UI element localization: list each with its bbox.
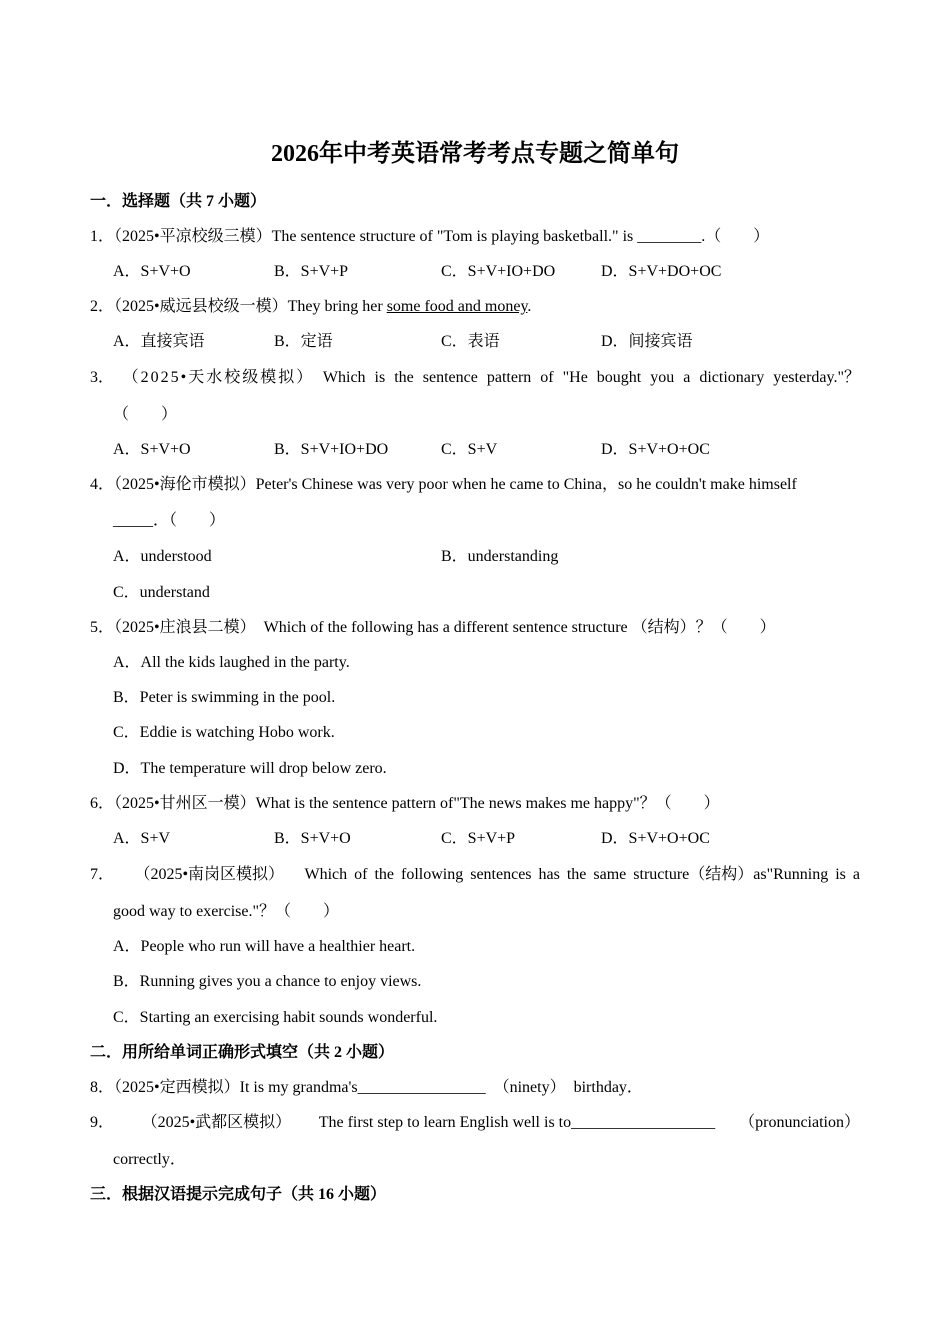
question-2 bbox=[90, 297, 531, 317]
question-9 bbox=[90, 1113, 860, 1133]
option-b: B．S+V+O bbox=[274, 830, 351, 847]
option-c: C．S+V bbox=[441, 441, 498, 458]
option-b: B．S+V+IO+DO bbox=[274, 441, 389, 458]
option-d: D．The temperature will drop below zero. bbox=[113, 760, 387, 777]
question-5 bbox=[90, 618, 776, 638]
option-b: B．S+V+P bbox=[274, 263, 349, 280]
question-text: It is my grandma's________________ （ninety） birthday． bbox=[239, 1079, 643, 1096]
question-source: （2025•定西模拟） bbox=[114, 1079, 240, 1096]
question-7 bbox=[90, 865, 860, 885]
question-source: （2025•海伦市模拟） bbox=[114, 476, 256, 493]
question-number: 4． bbox=[90, 476, 115, 493]
option-b: B．understanding bbox=[441, 548, 559, 565]
question-4 bbox=[90, 475, 797, 495]
question-source: （2025•平凉校级三模） bbox=[114, 228, 272, 245]
question-source: （2025•甘州区一模） bbox=[114, 795, 256, 812]
question-number: 6． bbox=[90, 795, 115, 812]
question-text: Which of the following sentences has the same structure（结构）as"Running is a bbox=[304, 866, 860, 883]
option-d: D．S+V+O+OC bbox=[601, 441, 710, 458]
question-text: They bring her bbox=[287, 298, 387, 315]
question-text: Peter's Chinese was very poor when he came to China，so he couldn't make himself bbox=[255, 476, 797, 493]
option-a: A．understood bbox=[113, 548, 212, 565]
page-title: 2026年中考英语常考考点专题之简单句 bbox=[271, 141, 679, 167]
question-9-continued: correctly． bbox=[113, 1151, 186, 1168]
option-a: A．S+V+O bbox=[113, 441, 191, 458]
option-a: A．S+V+O bbox=[113, 263, 191, 280]
section-heading-choice: 一．选择题（共 7 小题） bbox=[90, 193, 267, 210]
question-text-end: . bbox=[527, 298, 532, 315]
option-c: C．S+V+IO+DO bbox=[441, 263, 556, 280]
question-3 bbox=[90, 368, 860, 388]
question-7-continued: good way to exercise."？（ ） bbox=[113, 903, 340, 920]
option-a: A．S+V bbox=[113, 830, 171, 847]
underlined-phrase: some food and money bbox=[386, 298, 528, 315]
question-6 bbox=[90, 794, 720, 814]
question-number: 1． bbox=[90, 228, 115, 245]
question-text: Which of the following has a different sentence structure （结构）？（ ） bbox=[247, 619, 776, 636]
question-number: 8． bbox=[90, 1079, 115, 1096]
section-heading-translation: 三．根据汉语提示完成句子（共 16 小题） bbox=[90, 1186, 387, 1203]
question-1 bbox=[90, 227, 769, 247]
question-text: The sentence structure of "Tom is playing basketball." is ________.（ ） bbox=[271, 228, 770, 245]
question-text: The first step to learn English well is to__________________ （pronunciation） bbox=[318, 1114, 860, 1131]
option-d: D．S+V+O+OC bbox=[601, 830, 710, 847]
question-number: 3． bbox=[90, 369, 115, 386]
question-number: 9． bbox=[90, 1114, 115, 1131]
question-source: （2025•威远县校级一模） bbox=[114, 298, 288, 315]
question-8 bbox=[90, 1078, 643, 1098]
option-c: C．Eddie is watching Hobo work. bbox=[113, 724, 335, 741]
question-number: 7． bbox=[90, 866, 115, 883]
question-source: （2025•南岗区模拟） bbox=[134, 866, 285, 883]
option-a: A．People who run will have a healthier heart. bbox=[113, 938, 416, 955]
option-d: D．S+V+DO+OC bbox=[601, 263, 722, 280]
option-a: A．直接宾语 bbox=[113, 333, 205, 350]
question-source: （2025•庄浪县二模） bbox=[114, 619, 248, 636]
question-number: 2． bbox=[90, 298, 115, 315]
question-3-continued: （ ） bbox=[113, 406, 178, 423]
option-b: B．Running gives you a chance to enjoy views. bbox=[113, 973, 422, 990]
option-b: B．Peter is swimming in the pool. bbox=[113, 689, 336, 706]
option-d: D．间接宾语 bbox=[601, 333, 693, 350]
section-heading-fill-in: 二．用所给单词正确形式填空（共 2 小题） bbox=[90, 1044, 395, 1061]
option-a: A．All the kids laughed in the party. bbox=[113, 654, 350, 671]
question-number: 5． bbox=[90, 619, 115, 636]
question-text: What is the sentence pattern of"The news makes me happy"？（ ） bbox=[255, 795, 720, 812]
option-c: C．S+V+P bbox=[441, 830, 516, 847]
option-c: C．understand bbox=[113, 584, 210, 601]
question-4-continued: _____．（ ） bbox=[113, 512, 226, 529]
question-source: （2025•天水校级模拟） bbox=[122, 369, 315, 386]
question-text: Which is the sentence pattern of "He bought you a dictionary yesterday."？ bbox=[322, 369, 860, 386]
option-c: C．表语 bbox=[441, 333, 500, 350]
question-source: （2025•武都区模拟） bbox=[141, 1114, 292, 1131]
option-c: C．Starting an exercising habit sounds wonderful. bbox=[113, 1009, 438, 1026]
option-b: B．定语 bbox=[274, 333, 333, 350]
